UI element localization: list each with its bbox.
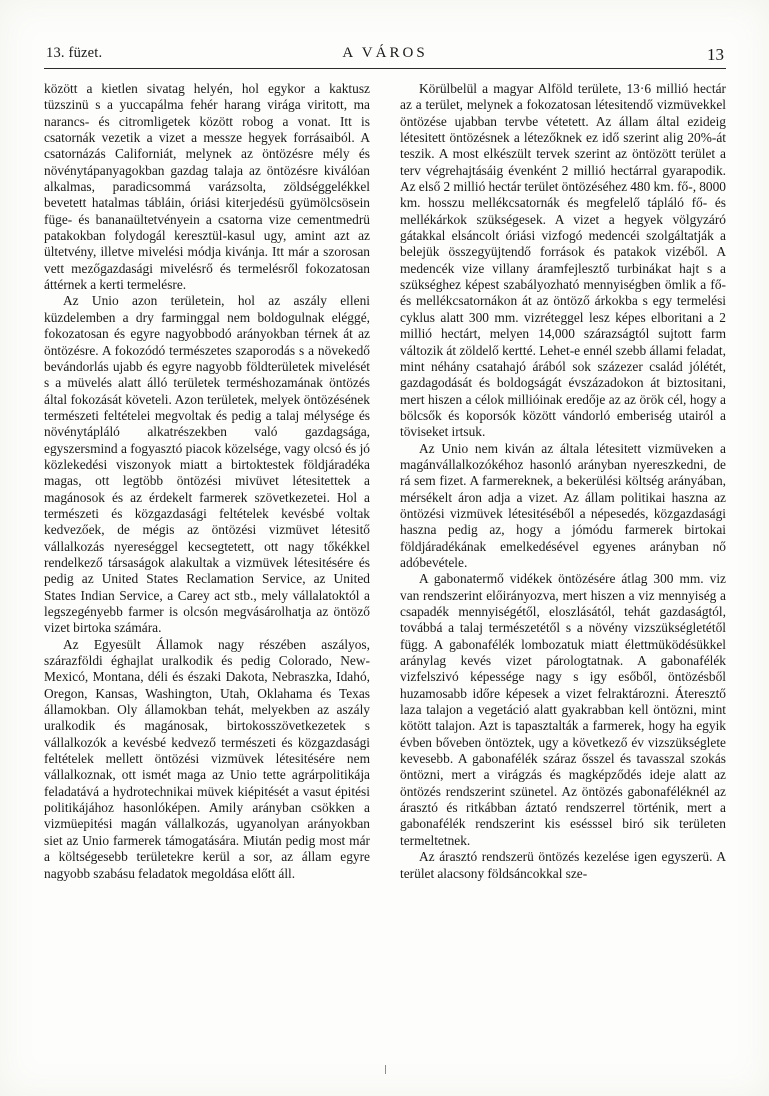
paragraph: Az Unio azon területein, hol az aszály elleni küzdelemben a dry farminggal nem boldogulnak eléggé, fokozatosan és egyre nagyobbodó arányokban térnek át az öntözésre. A fokozódó természetes szaporodás s a növekedő bevándorlás ujabb és egyre nagyobb földterületek mivelését s a müvelés alatt álló területek terméshozamának öntözés által fokozását követeli. Azon területek, melyek öntözésének természeti feltételei megvoltak és pedig a talaj mélysége és növénytápláló alkatrészekben való gazdagsága, egyszersmind a fogyasztó piacok közelsége, vagy olcsó és jó közlekedési viszonyok miatt a birtoktestek földjáradéka magas, ott legtöbb öntözési mivüvet létesitettek a magánosok és az érdekelt farmerek szövetkezetei. Hol a természeti és közgazdasági feltételek kevésbé voltak kedvezőek, de mégis az öntözési vizmüvet létesitő vállalkozás nyereséggel kecsegtetett, ott nagy tőkékkel rendelkező társaságok alakultak a vizmüvek létesitésére és pedig az United States Reclamation Service, az United States Indian Service, a Carey act stb., mely vállalatoktól a legszegényebb farmer is olcsón megvásárolhatja az öntöző vizet birtoka számára. <box>44 293 370 636</box>
paragraph: A gabonatermő vidékek öntözésére átlag 300 mm. viz van rendszerint előirányozva, mert hiszen a viz mennyiség a csapadék mennyiségétől, eloszlásától, tehát gazdaságtól, továbbá a talaj természetétől s a növény vizszükségletétől függ. A gabonafélék lombozatuk miatt élettmüködésükkel aránylag kevés vizet párologtatnak. A gabonafélék vizfelszivó képessége nagy s igy esőből, öntözésből huzamosabb időre képesek a vizet felraktározni. Áteresztő laza talajon a vegetáció alatt gyakrabban kell öntözni, mint kötött talajon. Azt is tapasztalták a farmerek, hogy ha egyik évben bőveben öntöztek, ugy a következő év vizszükséglete kevesebb. A gabonafélék száraz ősszel és tavasszal szokás öntözni, mert a virágzás és magképződés ideje alatt az öntözés rendszerint szünetel. Az öntözés gabonaféléknél az árasztó és ritkábban áztató rendszerrel történik, mert a gabonafélék rendszerint kis esésssel biró sik területen termeltetnek. <box>400 571 726 848</box>
center-registration-mark <box>385 1065 386 1074</box>
page-number: 13 <box>707 45 724 64</box>
paragraph: Az árasztó rendszerü öntözés kezelése igen egyszerü. A terület alacsony földsáncokkal sze- <box>400 849 726 881</box>
page-header <box>44 38 726 69</box>
paragraph: Az Unio nem kiván az általa létesitett vizmüveken a magánvállalkozókéhoz hasonló arányban nyereszkedni, de rá sem fizet. A farmereknek, a bekerülési költség arányában, mérsékelt áron adja a vizet. Az állam politikai haszna az öntözési vizmüvek létesitéséből a népesedés, közgazdasági haszna pedig az, hogy a jómódu farmerek birtokai földjáradékának emelkedésével egyenes arányban nő adóbevétele. <box>400 440 726 570</box>
column-left <box>44 81 370 882</box>
paragraph: Körülbelül a magyar Alföld területe, 13·6 millió hectár az a terület, melynek a fokozatosan létesitendő vizmüvekkel öntözése ujabban tervbe vétetett. Az állam által ezideig létesitett öntözésnek a létezőknek ez idő szerint alig 20%-át teszik. A most elkészült tervek szerint az öntözött terület a terv végrehajtásáig évenként 2 millió hectárral gyarapodik. Az első 2 millió hectár terület öntözéséhez 480 km. fő-, 8000 km. hosszu mellékcsatornák és megfelelő tápláló fő- és mellékárkok szükségesek. A vizet a hegyek völgyzáró gátakkal elsáncolt óriási vizfogó medencéi szolgáltatják a belejük összegyüjtendő források és patakok vizéből. A medencék vize villany áramfejlesztő turbinákat hajt s a szükséghez képest szabályozható mennyiségben ömlik a fő- és mellékcsatornákon át az öntöző árkokba s egy termelési cyklus alatt 300 mm. vizréteggel lesz képes elboritani a 2 millió hectárt, melyen 14,000 szárazságtól sujtott farm változik át zöldelő kertté. Lehet-e ennél szebb állami feladat, mint néhány csatahajó árából sok százezer család jólétét, gazdagodását és boldogságát évszázadokon át biztositani, mert hiszen a célok millióinak eredője az az örök cél, hogy a bölcsők és koporsók között vándorló emberiség utairól a töviseket irtsuk. <box>400 81 726 440</box>
text-columns <box>44 81 726 882</box>
paragraph: között a kietlen sivatag helyén, hol egykor a kaktusz tüzszinü s a yuccapálma fehér harang virága viritott, ma narancs- és citromligetek között robog a vonat. Itt is csatornák vezetik a vizet a messze hegyek forrásaiból. A csatornázás Californiát, melynek az öntözésre mély és növénytápanyagokban gazdag talaja az öntözésre kiválóan alkalmas, paradicsommá varázsolta, zöldséggelékkel bevetett hatalmas tábláin, óriási kiterjedésü gyümölcsösein füge- és bananaültetvényein a csatorna vize cementmedrü patakokban folydogál keresztül-kasul ugy, amint azt az ültetvény, illetve mivelési módja kivánja. Itt már a szorosan vett mezőgazdasági mivelésrő és termelésről fokozatosan áttérnek a kerti termelésre. <box>44 81 370 293</box>
page-content <box>44 38 726 1058</box>
column-right <box>400 81 726 882</box>
paragraph: Az Egyesült Államok nagy részében aszályos, szárazföldi éghajlat uralkodik és pedig Colorado, New-Mexicó, Montana, déli és északi Dakota, Nebraszka, Idahó, Oregon, Kansas, Washington, Utah, Oklahama és Texas államokban. Oly államokban tehát, melyekben az aszály uralkodik és magánosak, birtokosszövetkezetek s vállalkozók a kevésbé kedvező természeti és közgazdasági feltételek mellett öntözési vizmüvek létesitésére nem vállalkoznak, ott ismét maga az Unio tette agrárpolitikája feladatává a hydrotechnikai müvek kiépitését a vasut épitési politikájához hasonlóképen. Amily arányban csökken a vizmüepitési magán vállalkozás, ugyanolyan arányokban siet az Unio farmerek támogatására. Miután pedig most már a költségesebb területekre kerül a sor, az állam egyre nagyobb szabásu feladatok megoldása előtt áll. <box>44 636 370 881</box>
issue-label: 13. füzet. <box>46 45 103 61</box>
publication-title: A VÁROS <box>342 45 428 61</box>
